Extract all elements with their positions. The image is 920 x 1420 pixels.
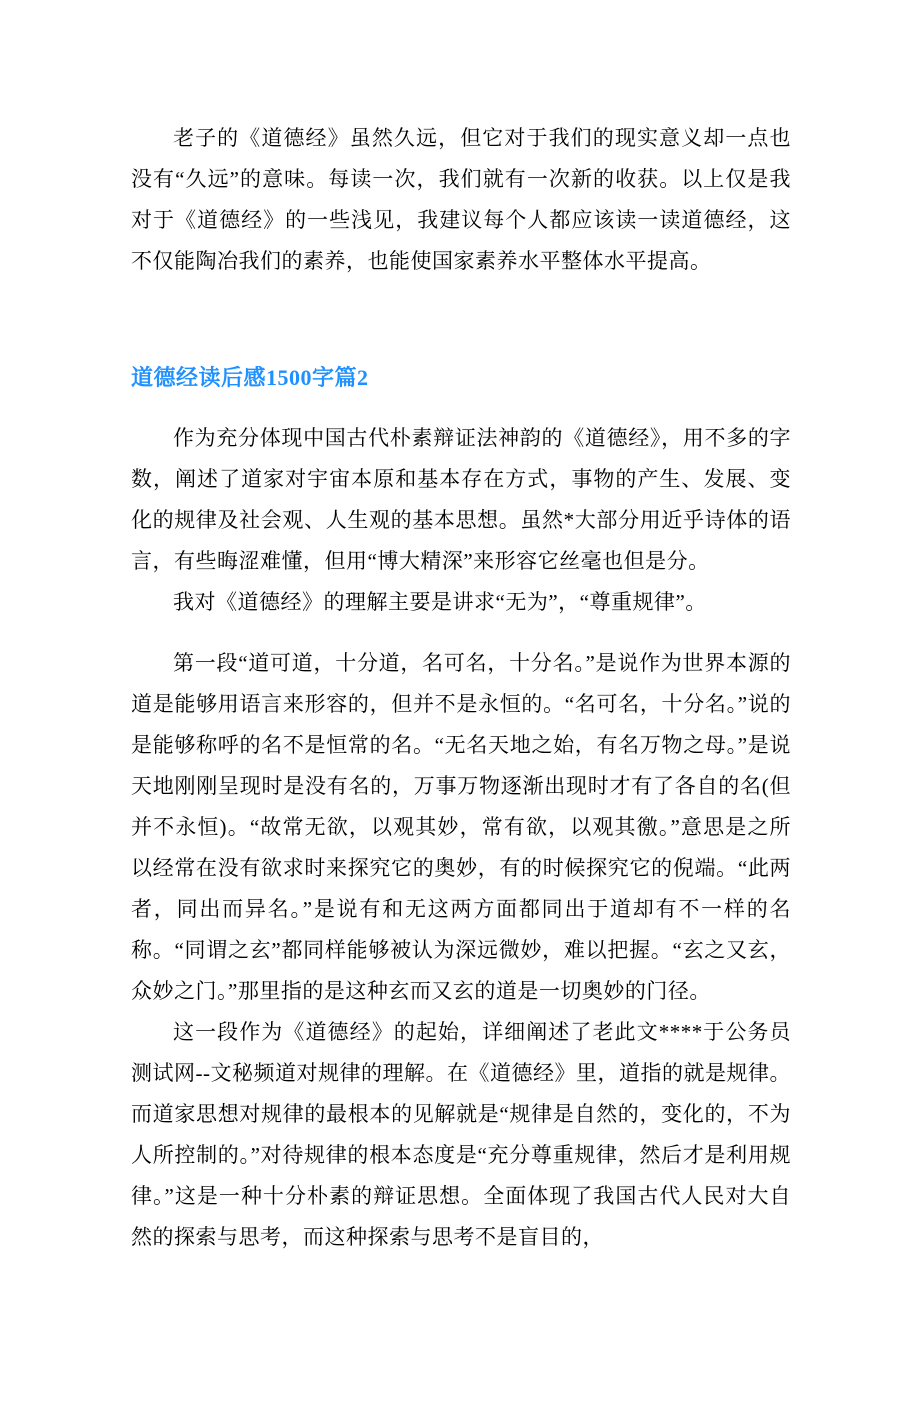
paragraph-first-section-analysis: 第一段“道可道，十分道，名可名，十分名。”是说作为世界本源的道是能够用语言来形容的，但并不是永恒的。“名可名，十分名。”说的是能够称呼的名不是恒常的名。“无名天地之始，有名万物之母。”是说天地刚刚呈现时是没有名的，万事万物逐渐出现时才有了各自的名(但并不永恒)。“故常无欲，以观其妙，常有欲，以观其徼。”意思是之所以经常在没有欲求时来探究它的奥妙，有的时候探究它的倪端。“此两者，同出而异名。”是说有和无这两方面都同出于道却有不一样的名称。“同谓之玄”都同样能够被认为深远微妙，难以把握。“玄之又玄，众妙之门。”那里指的是这种玄而又玄的道是一切奥妙的门径。 <box>131 651 791 1003</box>
document-page <box>0 118 920 1420</box>
paragraph-overview: 作为充分体现中国古代朴素辩证法神韵的《道德经》，用不多的字数，阐述了道家对宇宙本原和基本存在方式，事物的产生、发展、变化的规律及社会观、人生观的基本思想。虽然*大部分用近乎诗体的语言，有些晦涩难懂，但用“博大精深”来形容它丝毫也但是分。 <box>131 426 791 573</box>
paragraph-intro: 老子的《道德经》虽然久远，但它对于我们的现实意义却一点也没有“久远”的意味。每读一次，我们就有一次新的收获。以上仅是我对于《道德经》的一些浅见，我建议每个人都应该读一读道德经，这不仅能陶冶我们的素养，也能使国家素养水平整体水平提高。 <box>131 126 791 273</box>
section-heading: 道德经读后感1500字篇2 <box>131 365 369 390</box>
paragraph-rule-discussion: 这一段作为《道德经》的起始，详细阐述了老此文****于公务员测试网--文秘频道对规律的理解。在《道德经》里，道指的就是规律。而道家思想对规律的最根本的见解就是“规律是自然的，变化的，不为人所控制的。”对待规律的根本态度是“充分尊重规律，然后才是利用规律。”这是一种十分朴素的辩证思想。全面体现了我国古代人民对大自然的探索与思考，而这种探索与思考不是盲目的， <box>131 1020 791 1249</box>
paragraph-understanding: 我对《道德经》的理解主要是讲求“无为”，“尊重规律”。 <box>173 590 707 614</box>
